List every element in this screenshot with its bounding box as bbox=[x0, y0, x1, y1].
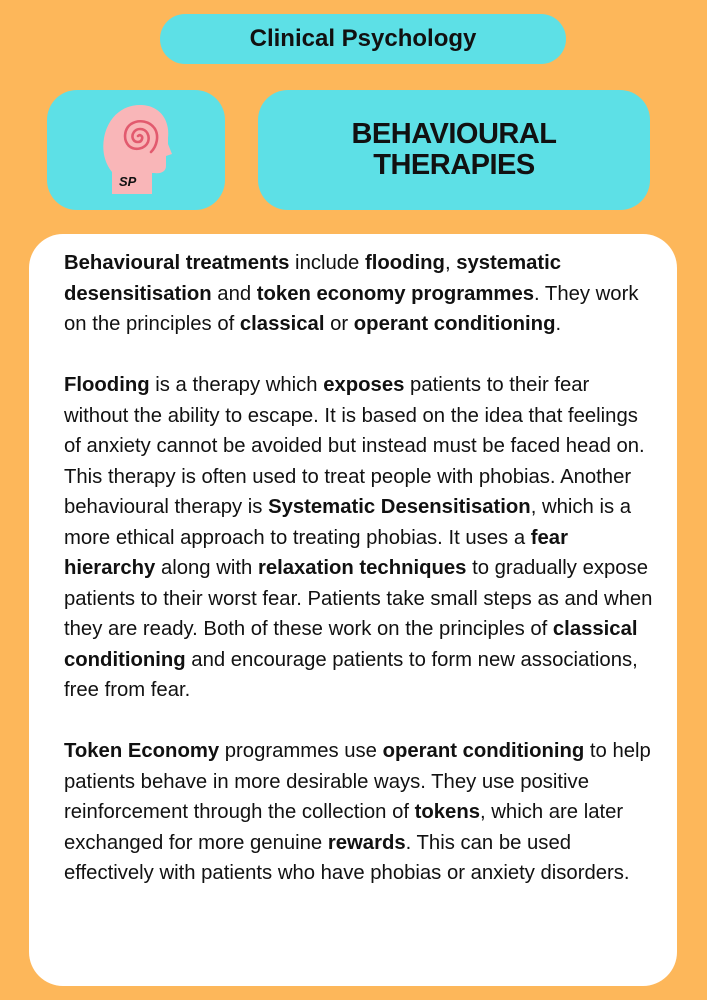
text-run: programmes use bbox=[219, 740, 383, 762]
bold-term: exposes bbox=[323, 374, 405, 396]
bold-term: operant conditioning bbox=[382, 740, 585, 762]
text-run: , which are later exchanged for more genuine bbox=[64, 801, 624, 854]
text-run: . This can be used effectively with patients who have phobias or anxiety disorders. bbox=[64, 831, 630, 884]
bold-term: classical conditioning bbox=[64, 618, 638, 671]
subject-label: Clinical Psychology bbox=[249, 25, 477, 52]
text-run: . They work on the principles of bbox=[64, 282, 639, 335]
page-title-line2: THERAPIES bbox=[373, 149, 535, 181]
text-run: along with bbox=[155, 557, 258, 579]
bold-term: Flooding bbox=[64, 374, 150, 396]
bold-term: classical bbox=[239, 313, 325, 335]
bold-term: Systematic Desensitisation bbox=[268, 496, 531, 518]
text-run: to help patients behave in more desirable ways. They use positive reinforcement through the collection of bbox=[64, 740, 651, 823]
body-text bbox=[64, 248, 654, 889]
bold-term: fear hierarchy bbox=[64, 526, 568, 579]
paragraph-3 bbox=[64, 736, 654, 889]
logo-box bbox=[47, 90, 225, 210]
paragraph-2 bbox=[64, 370, 654, 706]
text-run: patients to their fear without the ability to escape. It is based on the idea that feelings of anxiety cannot be avoided but instead must be faced head on. This therapy is often used to treat people with phobias. Another behavioural therapy is bbox=[64, 374, 645, 518]
text-run: include bbox=[289, 252, 365, 274]
text-run: or bbox=[324, 313, 354, 335]
bold-term: rewards bbox=[327, 831, 406, 854]
paragraph-1 bbox=[64, 248, 654, 340]
text-run: and bbox=[211, 282, 257, 305]
title-box bbox=[258, 90, 650, 210]
bold-term: token economy programmes bbox=[256, 282, 535, 305]
text-run: is a therapy which bbox=[149, 374, 324, 396]
head-spiral-icon bbox=[102, 102, 172, 198]
logo-initials: SP bbox=[119, 174, 137, 189]
bold-term: flooding bbox=[364, 252, 445, 274]
text-run: , bbox=[444, 252, 457, 274]
text-run: , which is a more ethical approach to treating phobias. It uses a bbox=[64, 496, 632, 549]
bold-term: tokens bbox=[414, 801, 480, 823]
text-run: and encourage patients to form new associations, free from fear. bbox=[64, 648, 638, 701]
subject-banner bbox=[160, 14, 566, 64]
text-run: . bbox=[555, 313, 562, 335]
bold-term: operant conditioning bbox=[353, 313, 556, 335]
bold-term: Behavioural treatments bbox=[64, 252, 290, 274]
bold-term: relaxation techniques bbox=[257, 557, 467, 579]
content-card bbox=[29, 234, 677, 986]
text-run: to gradually expose patients to their worst fear. Patients take small steps as and when they are ready. Both of these work on the principles of bbox=[64, 557, 653, 640]
bold-term: Token Economy bbox=[64, 740, 220, 762]
page-title-line1: BEHAVIOURAL bbox=[351, 117, 557, 150]
bold-term: systematic desensitisation bbox=[64, 252, 562, 305]
